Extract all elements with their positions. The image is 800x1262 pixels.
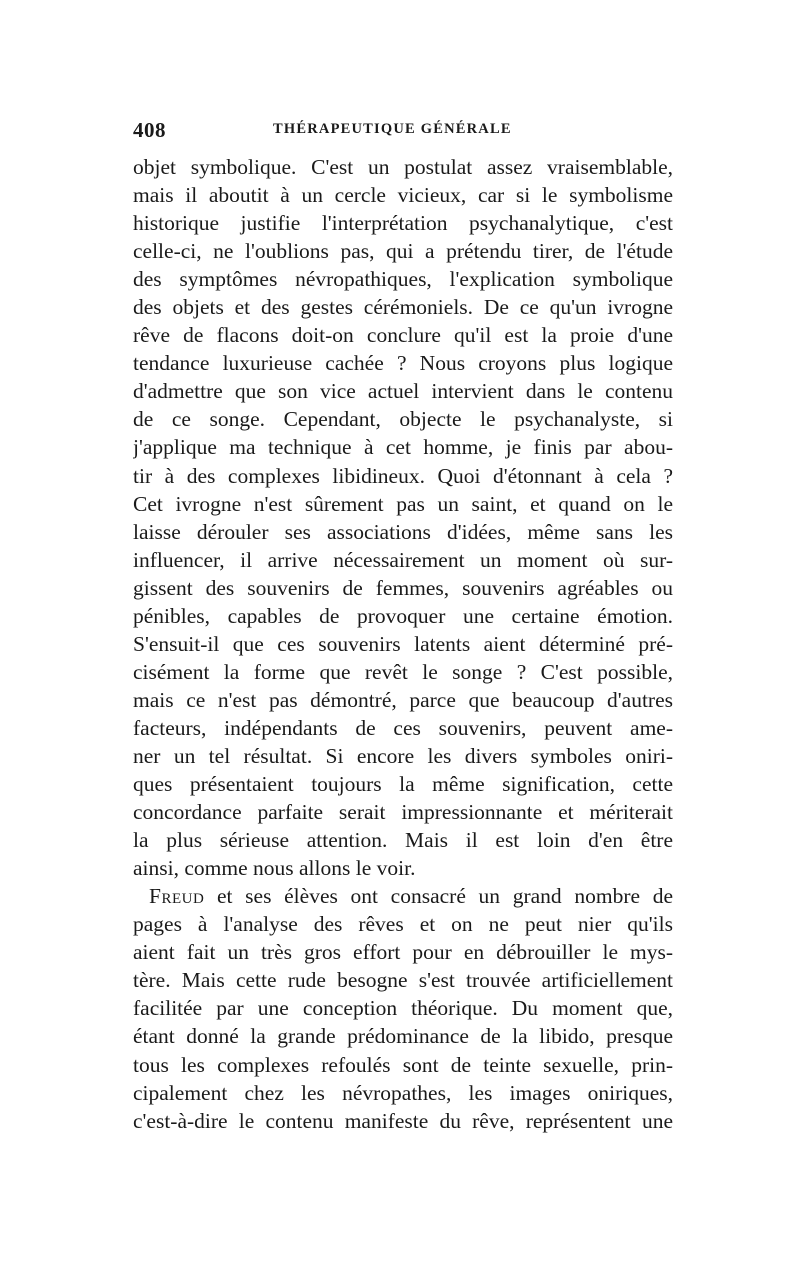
- text-line: tère. Mais cette rude besogne s'est trouvée artificiellement: [133, 968, 673, 993]
- text-line: tendance luxurieuse cachée ? Nous croyons plus logique: [133, 351, 673, 376]
- text-line: la plus sérieuse attention. Mais il est loin d'en être: [133, 828, 673, 853]
- text-line: aient fait un très gros effort pour en débrouiller le mys-: [133, 940, 673, 965]
- page-number: 408: [133, 118, 166, 142]
- author-name: Freud: [149, 884, 205, 909]
- paragraph-1: [133, 153, 673, 882]
- text-line: ainsi, comme nous allons le voir.: [133, 856, 416, 881]
- text-line: gissent des souvenirs de femmes, souvenirs agréables ou: [133, 575, 673, 600]
- text-line: mais ce n'est pas démontré, parce que beaucoup d'autres: [133, 687, 673, 712]
- body-text: [133, 153, 673, 1135]
- text-line: mais il aboutit à un cercle vicieux, car si le symbolisme: [133, 183, 673, 208]
- text-line: facilitée par une conception théorique. Du moment que,: [133, 996, 673, 1021]
- text-line: d'admettre que son vice actuel intervient dans le contenu: [133, 379, 673, 404]
- text-line: S'ensuit-il que ces souvenirs latents aient déterminé pré-: [133, 631, 673, 656]
- text-line: laisse dérouler ses associations d'idées, même sans les: [133, 519, 673, 544]
- text-line: des objets et des gestes cérémoniels. De ce qu'un ivrogne: [133, 295, 673, 320]
- text-fragment: et ses élèves ont consacré un grand nombre de: [216, 884, 673, 909]
- text-line: rêve de flacons doit-on conclure qu'il est la proie d'une: [133, 323, 673, 348]
- text-line: j'applique ma technique à cet homme, je finis par abou-: [133, 435, 673, 460]
- text-line: des symptômes névropathiques, l'explication symbolique: [133, 267, 673, 292]
- text-line: tous les complexes refoulés sont de teinte sexuelle, prin-: [133, 1052, 673, 1077]
- text-line: celle-ci, ne l'oublions pas, qui a prétendu tirer, de l'étude: [133, 239, 673, 264]
- text-line: c'est-à-dire le contenu manifeste du rêve, représentent une: [133, 1108, 673, 1133]
- text-line: pénibles, capables de provoquer une certaine émotion.: [133, 603, 673, 628]
- text-line: objet symbolique. C'est un postulat assez vraisemblable,: [133, 155, 673, 179]
- text-line: ner un tel résultat. Si encore les divers symboles oniri-: [133, 743, 673, 768]
- text-line: cisément la forme que revêt le songe ? C'est possible,: [133, 659, 673, 684]
- text-line: ques présentaient toujours la même signification, cette: [133, 772, 673, 797]
- running-title: THÉRAPEUTIQUE GÉNÉRALE: [273, 121, 512, 137]
- text-line: cipalement chez les névropathes, les images oniriques,: [133, 1080, 673, 1105]
- text-line: [133, 882, 673, 910]
- text-line: tir à des complexes libidineux. Quoi d'étonnant à cela ?: [133, 463, 673, 488]
- text-line: influencer, il arrive nécessairement un moment où sur-: [133, 547, 673, 572]
- paragraph-2: [133, 882, 673, 1134]
- text-line: de ce songe. Cependant, objecte le psychanalyste, si: [133, 407, 673, 432]
- text-line: concordance parfaite serait impressionnante et mériterait: [133, 800, 673, 825]
- text-line: pages à l'analyse des rêves et on ne peut nier qu'ils: [133, 912, 673, 937]
- text-line: étant donné la grande prédominance de la libido, presque: [133, 1024, 673, 1049]
- text-line: facteurs, indépendants de ces souvenirs, peuvent ame-: [133, 715, 673, 740]
- text-line: historique justifie l'interprétation psychanalytique, c'est: [133, 211, 673, 236]
- text-line: Cet ivrogne n'est sûrement pas un saint, et quand on le: [133, 491, 673, 516]
- running-head: [133, 118, 673, 142]
